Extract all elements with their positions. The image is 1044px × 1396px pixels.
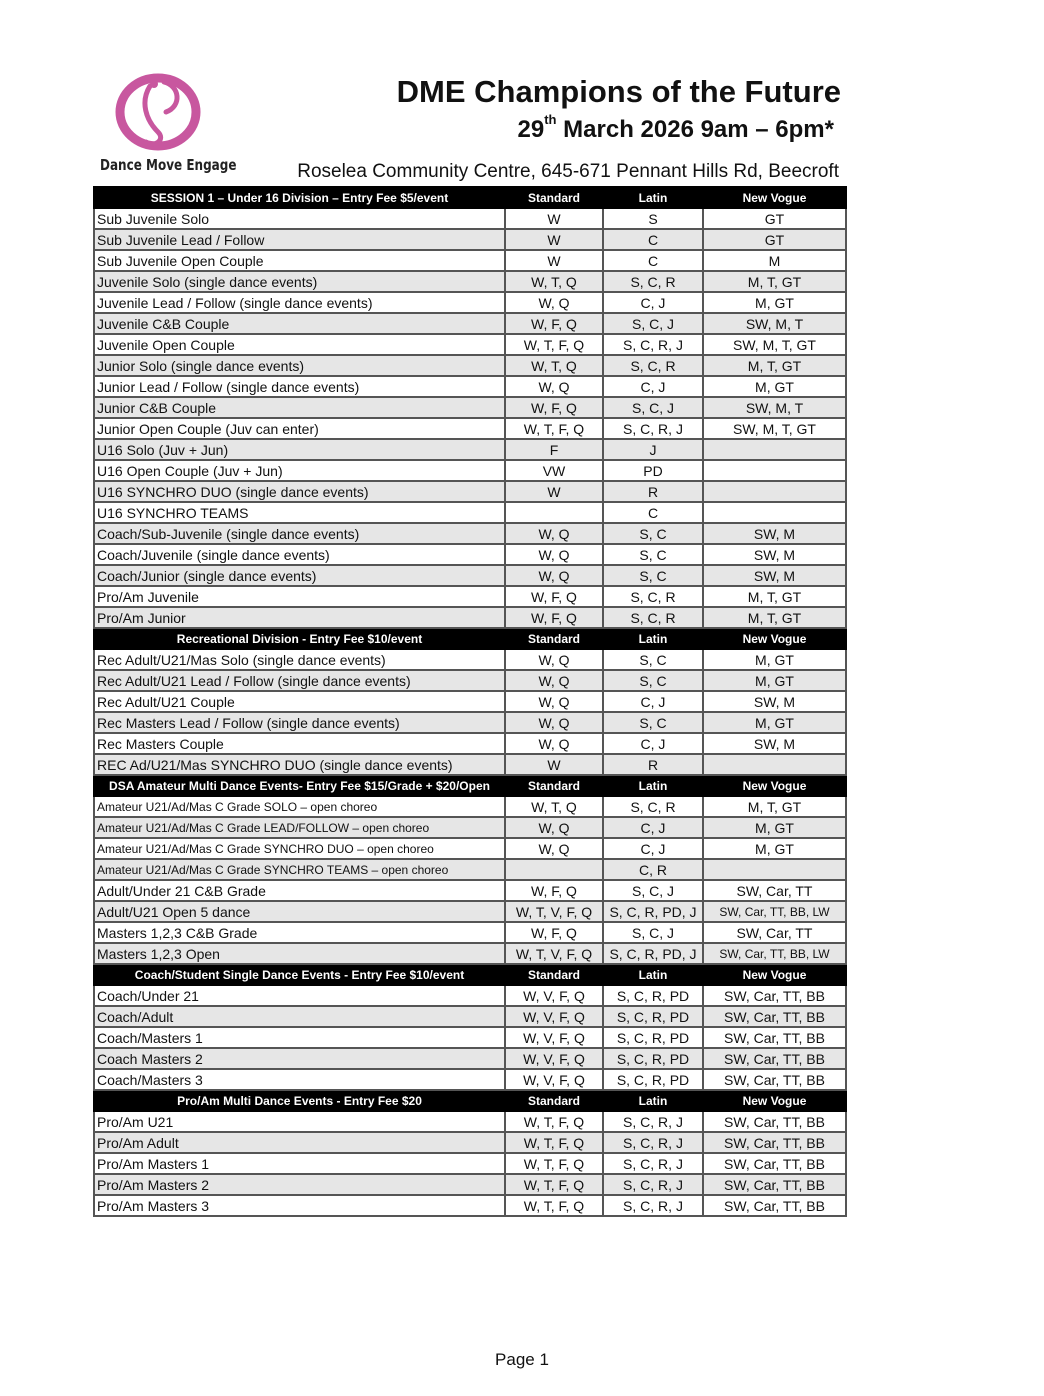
new-vogue-dances: M, GT xyxy=(703,376,846,397)
event-name: REC Ad/U21/Mas SYNCHRO DUO (single dance events) xyxy=(94,754,505,775)
latin-dances: C, J xyxy=(603,817,703,838)
date-suffix: th xyxy=(544,112,557,127)
event-name: Coach/Juvenile (single dance events) xyxy=(94,544,505,565)
latin-dances: S, C, R, PD, J xyxy=(603,901,703,922)
column-header: Standard xyxy=(505,628,603,649)
event-row xyxy=(94,1006,846,1027)
new-vogue-dances: SW, Car, TT, BB xyxy=(703,1069,846,1090)
standard-dances: F xyxy=(505,439,603,460)
section-title: SESSION 1 – Under 16 Division – Entry Fee $5/event xyxy=(94,187,505,208)
standard-dances: W, Q xyxy=(505,733,603,754)
latin-dances: R xyxy=(603,754,703,775)
standard-dances: W, T, F, Q xyxy=(505,1132,603,1153)
event-row xyxy=(94,544,846,565)
event-name: Pro/Am Masters 1 xyxy=(94,1153,505,1174)
event-row xyxy=(94,565,846,586)
event-date xyxy=(517,112,834,144)
new-vogue-dances: SW, M xyxy=(703,565,846,586)
event-name: U16 SYNCHRO TEAMS xyxy=(94,502,505,523)
latin-dances: C, J xyxy=(603,691,703,712)
standard-dances: W, V, F, Q xyxy=(505,1027,603,1048)
latin-dances: R xyxy=(603,481,703,502)
standard-dances: W, V, F, Q xyxy=(505,985,603,1006)
standard-dances: W, Q xyxy=(505,712,603,733)
standard-dances: W, Q xyxy=(505,523,603,544)
event-name: Amateur U21/Ad/Mas C Grade LEAD/FOLLOW – open choreo xyxy=(94,817,505,838)
event-row xyxy=(94,670,846,691)
event-name: Pro/Am Masters 2 xyxy=(94,1174,505,1195)
standard-dances: W, Q xyxy=(505,376,603,397)
column-header: Latin xyxy=(603,187,703,208)
standard-dances: W, Q xyxy=(505,838,603,859)
standard-dances: W, Q xyxy=(505,292,603,313)
new-vogue-dances: SW, Car, TT xyxy=(703,922,846,943)
event-row xyxy=(94,649,846,670)
latin-dances: C xyxy=(603,229,703,250)
new-vogue-dances xyxy=(703,439,846,460)
event-name: Rec Adult/U21 Lead / Follow (single dance events) xyxy=(94,670,505,691)
standard-dances: W, T, F, Q xyxy=(505,1174,603,1195)
column-header: Latin xyxy=(603,964,703,985)
new-vogue-dances: SW, M, T xyxy=(703,313,846,334)
latin-dances: S, C, R xyxy=(603,271,703,292)
latin-dances: S, C xyxy=(603,712,703,733)
event-row xyxy=(94,397,846,418)
new-vogue-dances: M, GT xyxy=(703,670,846,691)
latin-dances: C xyxy=(603,250,703,271)
standard-dances: W, T, Q xyxy=(505,271,603,292)
event-row xyxy=(94,1195,846,1216)
standard-dances: W, V, F, Q xyxy=(505,1048,603,1069)
standard-dances: W, F, Q xyxy=(505,607,603,628)
event-row xyxy=(94,229,846,250)
event-row xyxy=(94,1111,846,1132)
new-vogue-dances: SW, M, T xyxy=(703,397,846,418)
event-row xyxy=(94,880,846,901)
latin-dances: S, C xyxy=(603,544,703,565)
event-name: Coach/Junior (single dance events) xyxy=(94,565,505,586)
new-vogue-dances: GT xyxy=(703,208,846,229)
event-row xyxy=(94,1048,846,1069)
section-header-row xyxy=(94,775,846,796)
section-title: Coach/Student Single Dance Events - Entry Fee $10/event xyxy=(94,964,505,985)
standard-dances: W, Q xyxy=(505,565,603,586)
event-name: Amateur U21/Ad/Mas C Grade SYNCHRO TEAMS – open choreo xyxy=(94,859,505,880)
standard-dances: W, T, F, Q xyxy=(505,1153,603,1174)
standard-dances: W, T, F, Q xyxy=(505,1111,603,1132)
new-vogue-dances: SW, M xyxy=(703,523,846,544)
new-vogue-dances: SW, Car, TT, BB xyxy=(703,985,846,1006)
column-header: Standard xyxy=(505,1090,603,1111)
latin-dances: S, C, R, PD xyxy=(603,985,703,1006)
standard-dances: W, V, F, Q xyxy=(505,1069,603,1090)
event-name: Coach Masters 2 xyxy=(94,1048,505,1069)
logo-wordmark: Dance Move Engage xyxy=(100,156,237,174)
standard-dances: W, T, F, Q xyxy=(505,1195,603,1216)
latin-dances: C, J xyxy=(603,376,703,397)
new-vogue-dances: M, T, GT xyxy=(703,355,846,376)
event-name: Pro/Am Adult xyxy=(94,1132,505,1153)
latin-dances: S, C, R, J xyxy=(603,1195,703,1216)
event-row xyxy=(94,1027,846,1048)
new-vogue-dances: M xyxy=(703,250,846,271)
latin-dances: S, C, R, PD xyxy=(603,1027,703,1048)
new-vogue-dances: M, T, GT xyxy=(703,796,846,817)
new-vogue-dances xyxy=(703,460,846,481)
new-vogue-dances: SW, Car, TT xyxy=(703,880,846,901)
new-vogue-dances: M, GT xyxy=(703,649,846,670)
standard-dances: W, F, Q xyxy=(505,397,603,418)
standard-dances: W, T, Q xyxy=(505,355,603,376)
new-vogue-dances xyxy=(703,502,846,523)
new-vogue-dances: GT xyxy=(703,229,846,250)
event-name: Rec Adult/U21 Couple xyxy=(94,691,505,712)
standard-dances: W, Q xyxy=(505,544,603,565)
event-name: U16 Solo (Juv + Jun) xyxy=(94,439,505,460)
column-header: Standard xyxy=(505,775,603,796)
standard-dances: W, T, F, Q xyxy=(505,418,603,439)
event-row xyxy=(94,943,846,964)
event-name: Pro/Am Juvenile xyxy=(94,586,505,607)
section-title: DSA Amateur Multi Dance Events- Entry Fee $15/Grade + $20/Open xyxy=(94,775,505,796)
latin-dances: S, C, R, J xyxy=(603,1174,703,1195)
event-row xyxy=(94,586,846,607)
latin-dances: S, C xyxy=(603,649,703,670)
event-name: Coach/Under 21 xyxy=(94,985,505,1006)
column-header: Latin xyxy=(603,628,703,649)
new-vogue-dances: SW, M xyxy=(703,691,846,712)
event-row xyxy=(94,733,846,754)
event-row xyxy=(94,922,846,943)
latin-dances: C xyxy=(603,502,703,523)
standard-dances: W, F, Q xyxy=(505,880,603,901)
section-title: Recreational Division - Entry Fee $10/event xyxy=(94,628,505,649)
column-header: Latin xyxy=(603,1090,703,1111)
new-vogue-dances: M, GT xyxy=(703,712,846,733)
event-row xyxy=(94,439,846,460)
event-row xyxy=(94,313,846,334)
event-name: Coach/Masters 1 xyxy=(94,1027,505,1048)
event-row xyxy=(94,1153,846,1174)
new-vogue-dances: SW, Car, TT, BB xyxy=(703,1132,846,1153)
section-header-row xyxy=(94,1090,846,1111)
dme-logo xyxy=(100,72,237,182)
event-schedule xyxy=(93,186,845,1217)
event-name: Sub Juvenile Solo xyxy=(94,208,505,229)
event-name: Adult/U21 Open 5 dance xyxy=(94,901,505,922)
latin-dances: S, C, R, J xyxy=(603,1111,703,1132)
event-name: Pro/Am U21 xyxy=(94,1111,505,1132)
section-header-row xyxy=(94,187,846,208)
new-vogue-dances: SW, Car, TT, BB, LW xyxy=(703,901,846,922)
event-row xyxy=(94,481,846,502)
new-vogue-dances xyxy=(703,859,846,880)
latin-dances: S, C, R, PD xyxy=(603,1069,703,1090)
event-name: U16 Open Couple (Juv + Jun) xyxy=(94,460,505,481)
new-vogue-dances: M, T, GT xyxy=(703,607,846,628)
standard-dances: W, F, Q xyxy=(505,922,603,943)
column-header: Standard xyxy=(505,187,603,208)
standard-dances: W, Q xyxy=(505,691,603,712)
event-name: Junior Open Couple (Juv can enter) xyxy=(94,418,505,439)
event-name: Pro/Am Masters 3 xyxy=(94,1195,505,1216)
event-name: Coach/Masters 3 xyxy=(94,1069,505,1090)
latin-dances: S, C, J xyxy=(603,313,703,334)
new-vogue-dances: M, GT xyxy=(703,817,846,838)
standard-dances xyxy=(505,859,603,880)
event-row xyxy=(94,754,846,775)
latin-dances: S, C xyxy=(603,565,703,586)
event-row xyxy=(94,1069,846,1090)
event-row xyxy=(94,817,846,838)
event-name: Junior C&B Couple xyxy=(94,397,505,418)
new-vogue-dances: SW, Car, TT, BB xyxy=(703,1027,846,1048)
standard-dances: W, T, Q xyxy=(505,796,603,817)
event-row xyxy=(94,502,846,523)
event-row xyxy=(94,523,846,544)
event-name: Amateur U21/Ad/Mas C Grade SYNCHRO DUO – open choreo xyxy=(94,838,505,859)
standard-dances: W xyxy=(505,250,603,271)
new-vogue-dances: SW, Car, TT, BB, LW xyxy=(703,943,846,964)
latin-dances: S, C xyxy=(603,523,703,544)
column-header: Latin xyxy=(603,775,703,796)
new-vogue-dances: SW, Car, TT, BB xyxy=(703,1153,846,1174)
dme-logo-mark-icon xyxy=(110,72,206,156)
event-row xyxy=(94,208,846,229)
event-name: Junior Solo (single dance events) xyxy=(94,355,505,376)
latin-dances: J xyxy=(603,439,703,460)
standard-dances: W xyxy=(505,754,603,775)
event-name: Juvenile Open Couple xyxy=(94,334,505,355)
event-name: U16 SYNCHRO DUO (single dance events) xyxy=(94,481,505,502)
standard-dances: W, V, F, Q xyxy=(505,1006,603,1027)
new-vogue-dances: M, T, GT xyxy=(703,586,846,607)
latin-dances: S, C, R, J xyxy=(603,1132,703,1153)
new-vogue-dances xyxy=(703,754,846,775)
standard-dances: W, Q xyxy=(505,817,603,838)
new-vogue-dances xyxy=(703,481,846,502)
page-number: Page 1 xyxy=(495,1350,549,1369)
date-day: 29 xyxy=(517,116,545,143)
latin-dances: PD xyxy=(603,460,703,481)
event-row xyxy=(94,355,846,376)
event-row xyxy=(94,376,846,397)
column-header: Standard xyxy=(505,964,603,985)
event-row xyxy=(94,418,846,439)
latin-dances: S, C, J xyxy=(603,880,703,901)
latin-dances: C, J xyxy=(603,838,703,859)
section-header-row xyxy=(94,964,846,985)
standard-dances: W, T, V, F, Q xyxy=(505,943,603,964)
column-header: New Vogue xyxy=(703,628,846,649)
new-vogue-dances: SW, Car, TT, BB xyxy=(703,1048,846,1069)
event-name: Juvenile Solo (single dance events) xyxy=(94,271,505,292)
latin-dances: C, R xyxy=(603,859,703,880)
new-vogue-dances: SW, M xyxy=(703,544,846,565)
latin-dances: C, J xyxy=(603,292,703,313)
standard-dances: W xyxy=(505,481,603,502)
latin-dances: S, C, R xyxy=(603,586,703,607)
standard-dances: W, T, V, F, Q xyxy=(505,901,603,922)
event-name: Masters 1,2,3 Open xyxy=(94,943,505,964)
standard-dances: W, F, Q xyxy=(505,313,603,334)
event-row xyxy=(94,1132,846,1153)
event-row xyxy=(94,985,846,1006)
event-row xyxy=(94,838,846,859)
standard-dances: W, Q xyxy=(505,670,603,691)
latin-dances: S, C, J xyxy=(603,397,703,418)
schedule-table xyxy=(93,186,847,1217)
new-vogue-dances: SW, Car, TT, BB xyxy=(703,1111,846,1132)
event-row xyxy=(94,859,846,880)
event-venue: Roselea Community Centre, 645-671 Pennant Hills Rd, Beecroft xyxy=(297,161,839,182)
new-vogue-dances: M, T, GT xyxy=(703,271,846,292)
event-name: Pro/Am Junior xyxy=(94,607,505,628)
column-header: New Vogue xyxy=(703,775,846,796)
latin-dances: S, C, R, J xyxy=(603,1153,703,1174)
event-name: Coach/Sub-Juvenile (single dance events) xyxy=(94,523,505,544)
event-name: Juvenile C&B Couple xyxy=(94,313,505,334)
new-vogue-dances: M, GT xyxy=(703,292,846,313)
latin-dances: S, C, R, PD xyxy=(603,1048,703,1069)
date-rest: March 2026 9am – 6pm* xyxy=(556,116,834,143)
latin-dances: S, C, R xyxy=(603,796,703,817)
event-title: DME Champions of the Future xyxy=(396,74,841,109)
column-header: New Vogue xyxy=(703,964,846,985)
standard-dances: W, Q xyxy=(505,649,603,670)
latin-dances: S xyxy=(603,208,703,229)
standard-dances: W, T, F, Q xyxy=(505,334,603,355)
event-row xyxy=(94,271,846,292)
event-name: Sub Juvenile Lead / Follow xyxy=(94,229,505,250)
latin-dances: S, C, R, PD, J xyxy=(603,943,703,964)
event-name: Masters 1,2,3 C&B Grade xyxy=(94,922,505,943)
new-vogue-dances: M, GT xyxy=(703,838,846,859)
event-name: Rec Masters Lead / Follow (single dance events) xyxy=(94,712,505,733)
latin-dances: S, C, J xyxy=(603,922,703,943)
standard-dances: VW xyxy=(505,460,603,481)
latin-dances: S, C, R, PD xyxy=(603,1006,703,1027)
new-vogue-dances: SW, M, T, GT xyxy=(703,334,846,355)
event-row xyxy=(94,460,846,481)
event-name: Amateur U21/Ad/Mas C Grade SOLO – open choreo xyxy=(94,796,505,817)
latin-dances: S, C xyxy=(603,670,703,691)
event-name: Adult/Under 21 C&B Grade xyxy=(94,880,505,901)
new-vogue-dances: SW, Car, TT, BB xyxy=(703,1006,846,1027)
standard-dances: W xyxy=(505,208,603,229)
event-name: Junior Lead / Follow (single dance events) xyxy=(94,376,505,397)
latin-dances: S, C, R xyxy=(603,607,703,628)
latin-dances: C, J xyxy=(603,733,703,754)
event-name: Sub Juvenile Open Couple xyxy=(94,250,505,271)
section-header-row xyxy=(94,628,846,649)
event-row xyxy=(94,1174,846,1195)
column-header: New Vogue xyxy=(703,187,846,208)
event-row xyxy=(94,250,846,271)
event-row xyxy=(94,796,846,817)
new-vogue-dances: SW, M xyxy=(703,733,846,754)
event-row xyxy=(94,712,846,733)
event-row xyxy=(94,334,846,355)
latin-dances: S, C, R, J xyxy=(603,418,703,439)
latin-dances: S, C, R, J xyxy=(603,334,703,355)
new-vogue-dances: SW, Car, TT, BB xyxy=(703,1195,846,1216)
section-title: Pro/Am Multi Dance Events - Entry Fee $20 xyxy=(94,1090,505,1111)
event-name: Rec Masters Couple xyxy=(94,733,505,754)
event-row xyxy=(94,901,846,922)
latin-dances: S, C, R xyxy=(603,355,703,376)
new-vogue-dances: SW, M, T, GT xyxy=(703,418,846,439)
column-header: New Vogue xyxy=(703,1090,846,1111)
standard-dances xyxy=(505,502,603,523)
event-row xyxy=(94,292,846,313)
standard-dances: W, F, Q xyxy=(505,586,603,607)
event-row xyxy=(94,607,846,628)
event-row xyxy=(94,691,846,712)
event-name: Rec Adult/U21/Mas Solo (single dance events) xyxy=(94,649,505,670)
event-name: Coach/Adult xyxy=(94,1006,505,1027)
event-name: Juvenile Lead / Follow (single dance events) xyxy=(94,292,505,313)
new-vogue-dances: SW, Car, TT, BB xyxy=(703,1174,846,1195)
standard-dances: W xyxy=(505,229,603,250)
